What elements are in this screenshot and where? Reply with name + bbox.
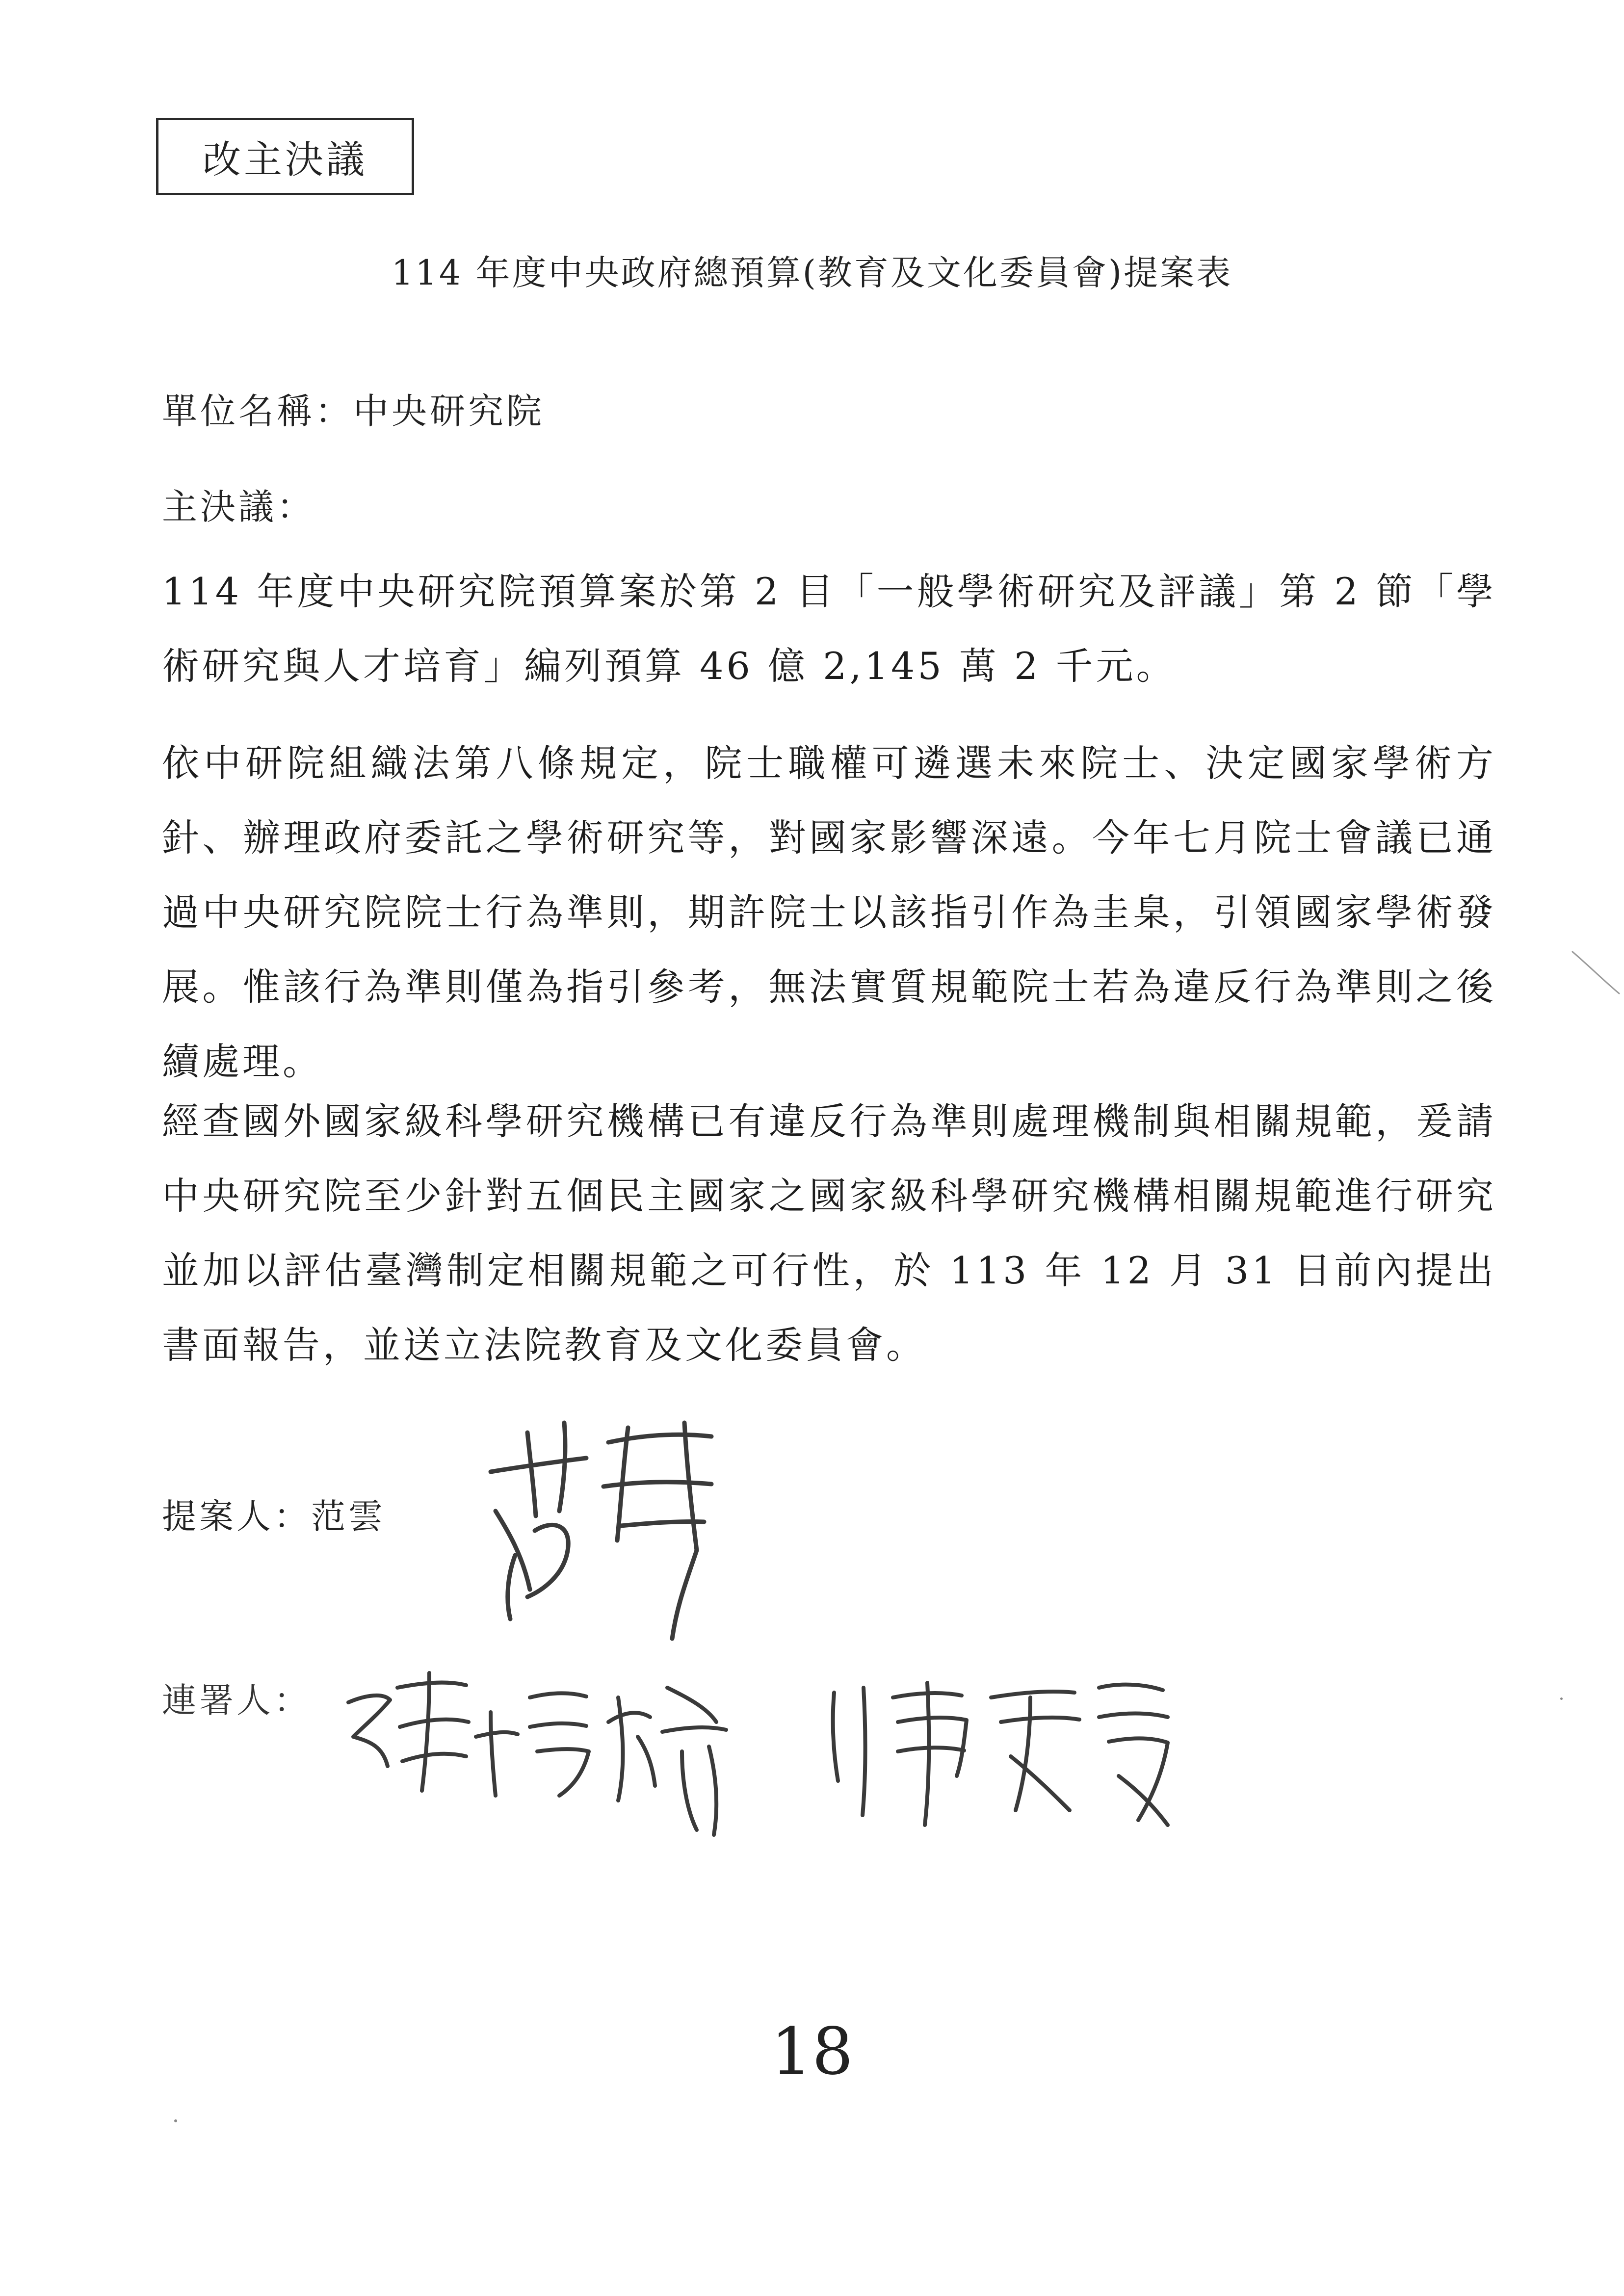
proposer-line [162,1489,386,1539]
proposer-label: 提案人： [162,1496,311,1537]
page-number: 18 [771,2014,853,2089]
cosigner-signature-1 [343,1668,746,1845]
scan-speck [1560,1697,1563,1700]
paragraph-budget: 114 年度中央研究院預算案於第 2 目「一般學術研究及評議」第 2 節「學術研究與人才培育」編列預算 46 億 2,145 萬 2 千元。 [162,570,1496,688]
stamp-box-label: 改主決議 [202,138,367,182]
unit-name-line [162,383,545,434]
amended-resolution-stamp-box [156,118,414,195]
paragraph-academician-conduct: 依中研院組織法第八條規定，院士職權可遴選未來院士、決定國家學術方針、辦理政府委託之學術研究等，對國家影響深遠。今年七月院士會議已通過中央研究院院士行為準則，期許院士以該指引作為圭臬，引領國家學術發展。惟該行為準則僅為指引參考，無法實質規範院士若為違反行為準則之後續處理。 [162,741,1496,1083]
document-title: 114 年度中央政府總預算(教育及文化委員會)提案表 [391,253,1233,293]
proposer-name: 范雲 [311,1496,386,1537]
main-resolution-label: 主決議： [162,486,315,527]
margin-mark [1570,947,1624,1001]
paragraph-request-report: 經查國外國家級科學研究機構已有違反行為準則處理機制與相關規範，爰請中央研究院至少針對五個民主國家之國家級科學研究機構相關規範進行研究並加以評估臺灣制定相關規範之可行性，於 113 年 12 月 31 日前內提出書面報告，並送立法院教育及文化委員會。 [162,1099,1496,1367]
unit-name-value: 中央研究院 [353,391,545,432]
scan-speck [174,2119,177,2122]
cosigner-signature-2 [824,1678,1178,1840]
cosigner-label: 連署人： [162,1680,311,1721]
unit-name-label: 單位名稱： [162,391,354,432]
proposer-signature [481,1413,736,1688]
